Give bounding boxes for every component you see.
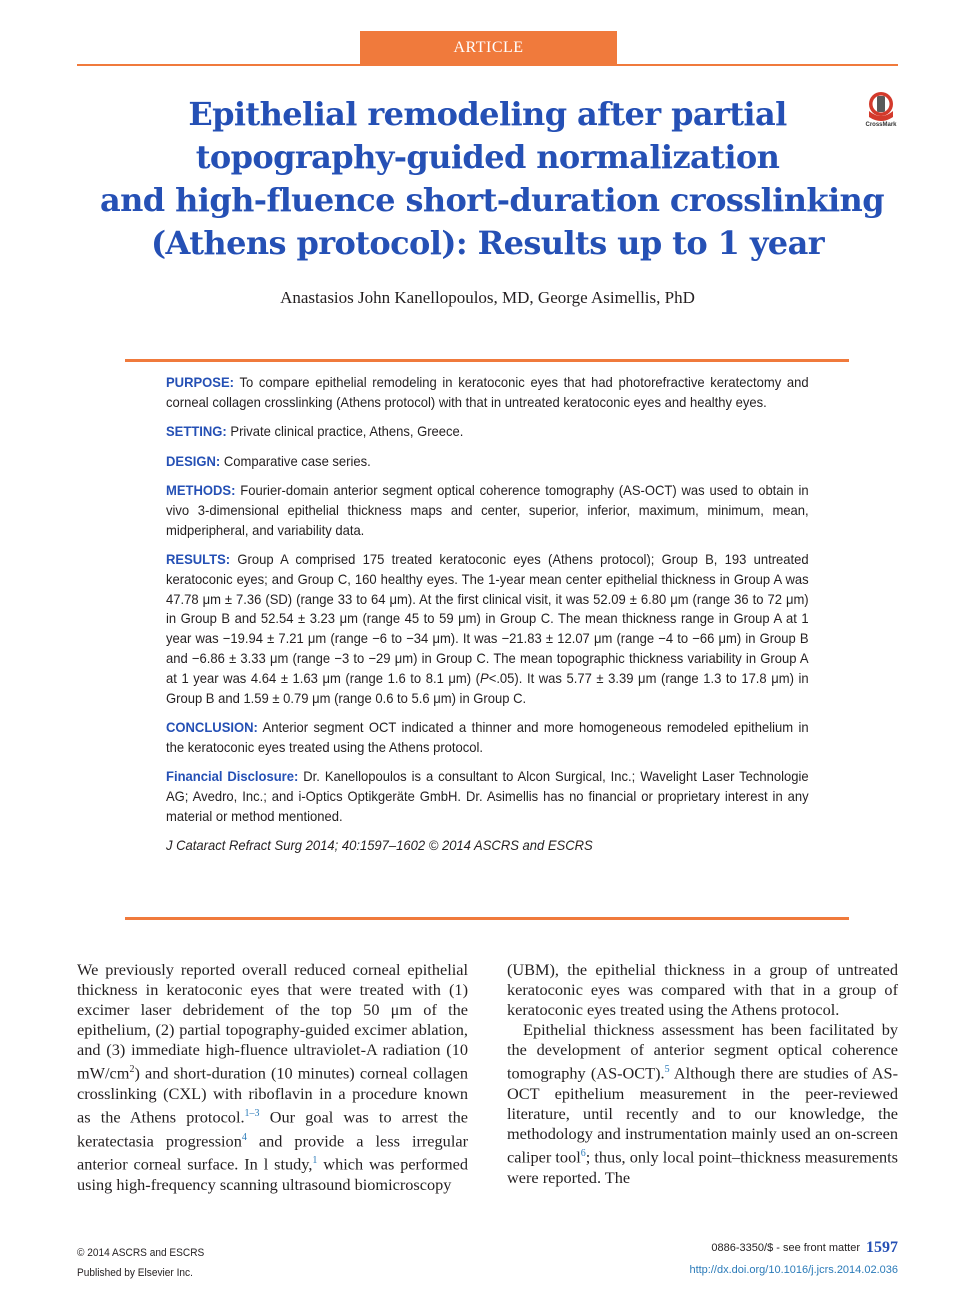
financial-disclosure-text: Dr. Kanellopoulos is a consultant to Alcon Surgical, Inc.; Wavelight Laser Technologie AG; Avedro, Inc.; and i-Optics Optikgeräte GmbH. Dr. Asimellis has no financial or proprietary interest in any material or method mentioned. xyxy=(166,768,809,824)
body-text: Our goal was to arrest the keratectasia progression xyxy=(77,1107,468,1151)
reference-link[interactable]: 5 xyxy=(664,1064,670,1076)
methods-label: METHODS: xyxy=(166,481,236,498)
body-paragraph: (UBM), the epithelial thickness in a group of untreated keratoconic eyes was compared with that in a group of keratoconic eyes treated using the Athens protocol. xyxy=(507,960,898,1020)
article-type-label: ARTICLE xyxy=(453,38,524,56)
abstract-setting xyxy=(166,422,809,442)
methods-text: Fourier-domain anterior segment optical coherence tomography (AS-OCT) was used to obtain in vivo 3-dimensional epithelial thickness maps and center, superior, inferior, maximum, minimum, mean, midperipheral, and variability data. xyxy=(166,481,809,538)
body-column-right xyxy=(507,960,898,1188)
conclusion-text: Anterior segment OCT indicated a thinner and more homogeneous remodeled epithelium in the keratoconic eyes treated using the Athens protocol. xyxy=(166,718,809,755)
issn-line xyxy=(689,1237,898,1259)
financial-disclosure-label: Financial Disclosure: xyxy=(166,768,299,785)
reference-link[interactable]: 1 xyxy=(312,1155,318,1167)
body-paragraph xyxy=(77,960,468,1195)
conclusion-label: CONCLUSION: xyxy=(166,718,258,735)
body-column-left xyxy=(77,960,468,1195)
results-text-cont: <.05). It was 5.77 ± 3.39 μm (range 1.3 to 17.8 μm) in Group B and 1.59 ± 0.79 μm (range 0.6 to 5.6 μm) in Group C. xyxy=(166,669,809,706)
title-line: (Athens protocol): Results up to 1 year xyxy=(151,224,824,262)
superscript: 2 xyxy=(129,1064,135,1076)
abstract-methods xyxy=(166,481,809,540)
footer-left xyxy=(77,1243,204,1283)
abstract-results xyxy=(166,550,809,708)
results-label: RESULTS: xyxy=(166,550,231,567)
design-label: DESIGN: xyxy=(166,452,221,469)
reference-link[interactable]: 1–3 xyxy=(244,1108,260,1120)
header-rule xyxy=(77,64,898,66)
purpose-label: PURPOSE: xyxy=(166,374,235,390)
abstract-design xyxy=(166,452,809,472)
body-text: ) and short-duration (10 minutes) corneal collagen crosslinking (CXL) with riboflavin in a procedure known as the Athens protocol. xyxy=(77,1063,468,1127)
setting-label: SETTING: xyxy=(166,423,227,440)
reference-link[interactable]: 6 xyxy=(580,1148,586,1160)
body-paragraph xyxy=(507,1020,898,1188)
issn-text: 0886-3350/$ - see front matter xyxy=(711,1242,860,1255)
body-text: and provide a less irregular anterior corneal surface. In l study, xyxy=(77,1131,468,1174)
results-text: Group A comprised 175 treated keratoconic eyes (Athens protocol); Group B, 193 untreated keratoconic eyes; and Group C, 160 healthy eyes. The 1-year mean center epithelial thickness in Group A was 47.78 μm ± 7.36 (SD) (range 33 to 64 μm). At the first clinical visit, it was 52.09 ± 6.80 μm (range 36 to 72 μm) in Group B and 52.54 ± 3.23 μm (range 45 to 59 μm) in Group C. The mean thickness range in Group A at 1 year was −19.94 ± 7.21 μm (range −6 to −34 μm). It was −21.83 ± 12.07 μm (range −4 to −66 μm) in Group B and −6.86 ± 3.33 μm (range −3 to −29 μm) in Group C. The mean topographic thickness variability in Group A at 1 year was 4.64 ± 1.63 μm (range 1.6 to 8.1 μm) ( xyxy=(166,550,809,686)
setting-text: Private clinical practice, Athens, Greece. xyxy=(230,423,464,440)
footer-right xyxy=(689,1237,898,1281)
crossmark-label: CrossMark xyxy=(865,122,897,128)
abstract-top-rule xyxy=(125,359,849,362)
abstract-bottom-rule xyxy=(125,917,849,920)
title-line: topography-guided normalization xyxy=(195,138,780,176)
reference-link[interactable]: 4 xyxy=(241,1131,247,1143)
design-text: Comparative case series. xyxy=(223,452,371,469)
abstract-purpose xyxy=(166,373,809,413)
copyright-notice: © 2014 ASCRS and ESCRS xyxy=(77,1247,205,1259)
p-value-symbol: P xyxy=(480,669,489,686)
publisher-notice: Published by Elsevier Inc. xyxy=(77,1267,193,1279)
author-list: Anastasios John Kanellopoulos, MD, George Asimellis, PhD xyxy=(280,288,695,307)
purpose-text: To compare epithelial remodeling in keratoconic eyes that had photorefractive keratectomy and corneal collagen crosslinking (Athens protocol) with that in untreated keratoconic eyes and healthy eyes. xyxy=(166,374,809,410)
doi-link[interactable]: http://dx.doi.org/10.1016/j.jcrs.2014.02.036 xyxy=(689,1264,898,1277)
body-text: Although there are studies of AS-OCT epithelium measurement in the peer-reviewed literature, until recently and to our knowledge, the methodology and instrumentation mainly used an on-screen caliper tool xyxy=(507,1063,898,1167)
journal-citation: J Cataract Refract Surg 2014; 40:1597–1602 © 2014 ASCRS and ESCRS xyxy=(166,837,593,854)
article-type-banner xyxy=(360,31,617,64)
abstract-financial-disclosure xyxy=(166,767,809,826)
body-text: Epithelial thickness assessment has been facilitated by the development of anterior segment optical coherence tomography (AS-OCT). xyxy=(507,1020,898,1083)
title-line: Epithelial remodeling after partial xyxy=(188,95,787,133)
title-line: and high-fluence short-duration crosslinking xyxy=(100,181,884,219)
abstract-conclusion xyxy=(166,718,809,758)
body-text: ; thus, only local point–thickness measurements were reported. The xyxy=(507,1147,899,1187)
body-text: We previously reported overall reduced corneal epithelial thickness in keratoconic eyes that were treated with (1) excimer laser debridement of the top 50 μm of the epithelium, (2) partial topography-guided excimer ablation, and (3) immediate high-fluence ultraviolet-A radiation (10 mW/cm xyxy=(77,960,468,1083)
page-number: 1597 xyxy=(866,1239,898,1257)
abstract xyxy=(166,373,809,865)
body-text: which was performed using high-frequency scanning ultrasound biomicroscopy xyxy=(77,1154,468,1194)
